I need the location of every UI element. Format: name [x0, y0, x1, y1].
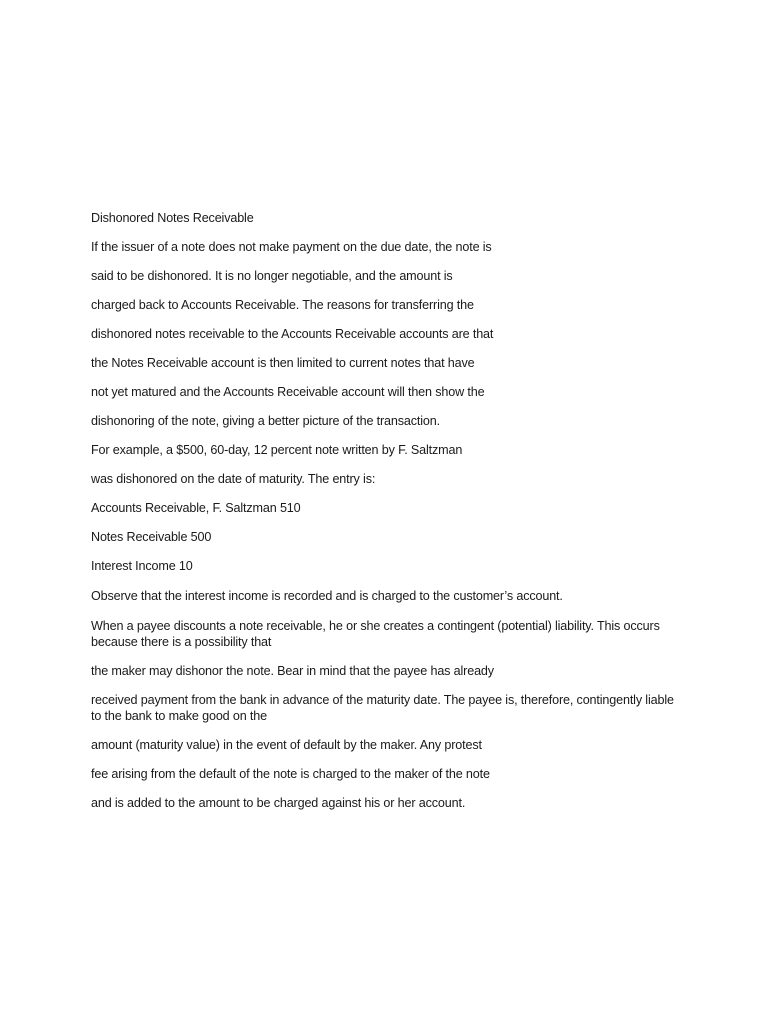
journal-entry-line: Notes Receivable 500 [91, 530, 212, 544]
paragraph: fee arising from the default of the note is charged to the maker of the note [91, 767, 490, 781]
paragraph: dishonored notes receivable to the Accounts Receivable accounts are that [91, 327, 494, 341]
paragraph: dishonoring of the note, giving a better picture of the transaction. [91, 414, 440, 428]
paragraph: and is added to the amount to be charged against his or her account. [91, 796, 466, 810]
paragraph: For example, a $500, 60-day, 12 percent note written by F. Saltzman [91, 443, 463, 457]
paragraph: the maker may dishonor the note. Bear in mind that the payee has already [91, 664, 494, 678]
paragraph: amount (maturity value) in the event of default by the maker. Any protest [91, 738, 482, 752]
paragraph: received payment from the bank in advance of the maturity date. The payee is, therefore, contingently liable to the bank to make good on the [91, 693, 674, 723]
paragraph: the Notes Receivable account is then limited to current notes that have [91, 356, 475, 370]
document-body [91, 207, 681, 811]
document-title: Dishonored Notes Receivable [91, 211, 254, 225]
paragraph: charged back to Accounts Receivable. The reasons for transferring the [91, 298, 474, 312]
paragraph: was dishonored on the date of maturity. The entry is: [91, 472, 376, 486]
journal-entry-line: Accounts Receivable, F. Saltzman 510 [91, 501, 301, 515]
paragraph: Observe that the interest income is recorded and is charged to the customer’s account. [91, 589, 563, 603]
paragraph: said to be dishonored. It is no longer negotiable, and the amount is [91, 269, 453, 283]
journal-entry-line: Interest Income 10 [91, 559, 193, 573]
paragraph: not yet matured and the Accounts Receivable account will then show the [91, 385, 485, 399]
paragraph: If the issuer of a note does not make payment on the due date, the note is [91, 240, 492, 254]
paragraph: When a payee discounts a note receivable, he or she creates a contingent (potential) liability. This occurs because there is a possibility that [91, 619, 660, 649]
